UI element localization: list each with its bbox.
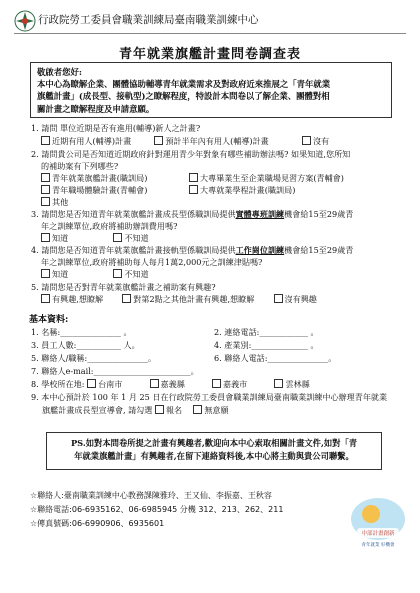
question-2-options-row3: 其他 — [41, 197, 68, 209]
intro-box — [30, 62, 392, 118]
org-name: 行政院勞工委員會職業訓練局臺南職業訓練中心 — [38, 14, 259, 26]
question-3-options: 知道 不知道 — [41, 233, 149, 245]
field-email[interactable]: 7. 聯絡人e-mail:________________________。 — [31, 366, 199, 376]
question-2-options-row2: 青年職場體驗計畫(青輔會) — [41, 185, 147, 197]
question-2-options-row1: 青年就業旗艦計畫(職訓局) — [41, 173, 147, 185]
field-school-location: 8. 學校所在地: 台南市 嘉義縣 嘉義市 雲林縣 — [31, 379, 310, 389]
q5-option-1-checkbox[interactable] — [41, 294, 50, 303]
intro-greeting: 敬啟者您好: — [37, 67, 82, 77]
header-divider — [14, 33, 406, 34]
question-4-text-cont: 年之訓練單位,政府將補助每人每月1萬2,000元之訓練津貼嗎? — [41, 257, 263, 267]
basic-info-heading: 基本資料: — [29, 315, 69, 325]
field-seminar-text: 9. 本中心預計於 100 年 1 月 25 日在行政院勞工委員會職業訓練局臺南職業訓練中心辦理青年就業 — [31, 392, 388, 402]
q5-option-2-checkbox[interactable] — [122, 294, 131, 303]
intro-line: 本中心為瞭解企業、團體協助輔導青年就業需求及對政府近來推展之「青年就業 — [37, 79, 331, 90]
page-title: 青年就業旗艦計畫問卷調查表 — [118, 47, 301, 62]
ps-note-box — [46, 432, 382, 470]
q5-option-3-checkbox[interactable] — [274, 294, 283, 303]
field-employees[interactable]: 3. 員工人數:___________ 人。 — [31, 340, 140, 350]
location-yunlin-checkbox[interactable] — [274, 379, 283, 388]
field-phone[interactable]: 2. 連絡電話:____________ 。 — [214, 327, 319, 337]
q2-option-5-checkbox[interactable] — [41, 197, 50, 206]
q1-option-1-checkbox[interactable] — [41, 136, 50, 145]
q4-option-2-checkbox[interactable] — [113, 269, 122, 278]
question-5-options: 有興趣,想瞭解 對第2點之其他計畫有興趣,想瞭解 沒有興趣 — [41, 294, 317, 306]
q4-emphasis: 工作崗位訓練 — [235, 245, 285, 255]
youth-employment-badge — [349, 492, 407, 550]
ps-line: 年就業旗艦計畫」有興趣者,在留下連絡資料後,本中心將主動與貴公司聯繫。 — [74, 451, 354, 461]
q2-option-3-checkbox[interactable] — [41, 185, 50, 194]
contact-fax: ☆傳真號碼:06-6990906、6935601 — [30, 519, 165, 528]
q2-option-2-checkbox[interactable] — [189, 173, 198, 182]
field-industry[interactable]: 4. 產業別:______________ 。 — [214, 340, 319, 350]
question-4-options: 知道 不知道 — [41, 269, 149, 281]
question-2-options-row2b: 大專就業學程計畫(職訓局) — [189, 185, 295, 197]
field-name[interactable]: 1. 名稱:_______________ 。 — [31, 327, 132, 337]
contact-phone: ☆聯絡電話:06-6935162、06-6985945 分機 312、213、262、211 — [30, 505, 284, 514]
question-3-text-cont: 年之訓練單位,政府將補助辦訓費用嗎? — [41, 221, 178, 231]
q3-emphasis: 實體專班訓練 — [235, 209, 285, 219]
q1-option-2-checkbox[interactable] — [154, 136, 163, 145]
intro-line: 旗艦計畫」(成長型、接軌型)之瞭解程度，特設計本問卷以了解企業、團體對相 — [37, 91, 330, 102]
question-4-text: 4. 請問您是否知道青年就業旗艦計畫接軌型係職訓局提供工作崗位訓練機會給15至29歲青 — [31, 245, 354, 255]
q2-option-4-checkbox[interactable] — [189, 185, 198, 194]
field-contact-person[interactable]: 5. 聯絡人/職稱:_______________。 — [31, 353, 157, 363]
ps-line: PS.如對本問卷所提之計畫有興趣者,歡迎向本中心索取相關計畫文件,如對「青 — [70, 438, 358, 448]
field-seminar-options: 旗艦計畫成長型宣導會, 請勾選 報名 無意願 — [42, 405, 229, 415]
q3-option-2-checkbox[interactable] — [113, 233, 122, 242]
badge-text-bottom: 青年就業 好機會 — [361, 543, 395, 548]
q3-option-1-checkbox[interactable] — [41, 233, 50, 242]
question-5-text: 5. 請問您是否對青年就業旗艦計畫之補助案有興趣? — [31, 282, 216, 292]
location-tainan-checkbox[interactable] — [87, 379, 96, 388]
q4-option-1-checkbox[interactable] — [41, 269, 50, 278]
question-1-text: 1. 請問 單位近期是否有進用(輔導)新人之計畫? — [31, 123, 201, 133]
field-contact-phone[interactable]: 6. 聯絡人電話:_______________。 — [214, 353, 337, 363]
seminar-decline-checkbox[interactable] — [193, 405, 202, 414]
question-3-text: 3. 請問您是否知道青年就業旗艦計畫成長型係職訓局提供實體專班訓練機會給15至29歲青 — [31, 209, 354, 219]
question-1-options: 近期有用人(輔導)計畫 預計半年內有用人(輔導)計畫 沒有 — [41, 136, 329, 148]
intro-line: 關計畫之瞭解程度及申請意願。 — [37, 103, 155, 114]
q1-option-3-checkbox[interactable] — [302, 136, 311, 145]
badge-text-top: 中部計畫創新 — [361, 531, 395, 537]
contact-person: ☆聯絡人:臺南職業訓練中心教務課陳雅玲、王又仙、李振嘉、王秋容 — [30, 491, 272, 500]
org-logo — [14, 10, 36, 32]
seminar-register-checkbox[interactable] — [155, 405, 164, 414]
location-chiayi-county-checkbox[interactable] — [150, 379, 159, 388]
question-2-text: 2. 請問貴公司是否知道近期政府針對運用青少年對象有哪些補助辦法嗎? 如果知道,您所知 — [31, 149, 351, 159]
location-chiayi-city-checkbox[interactable] — [212, 379, 221, 388]
question-2-text-cont: 的補助案有下列哪些? — [41, 161, 119, 171]
question-2-options-row1b: 大專畢業生至企業職場見習方案(青輔會) — [189, 173, 344, 185]
q2-option-1-checkbox[interactable] — [41, 173, 50, 182]
